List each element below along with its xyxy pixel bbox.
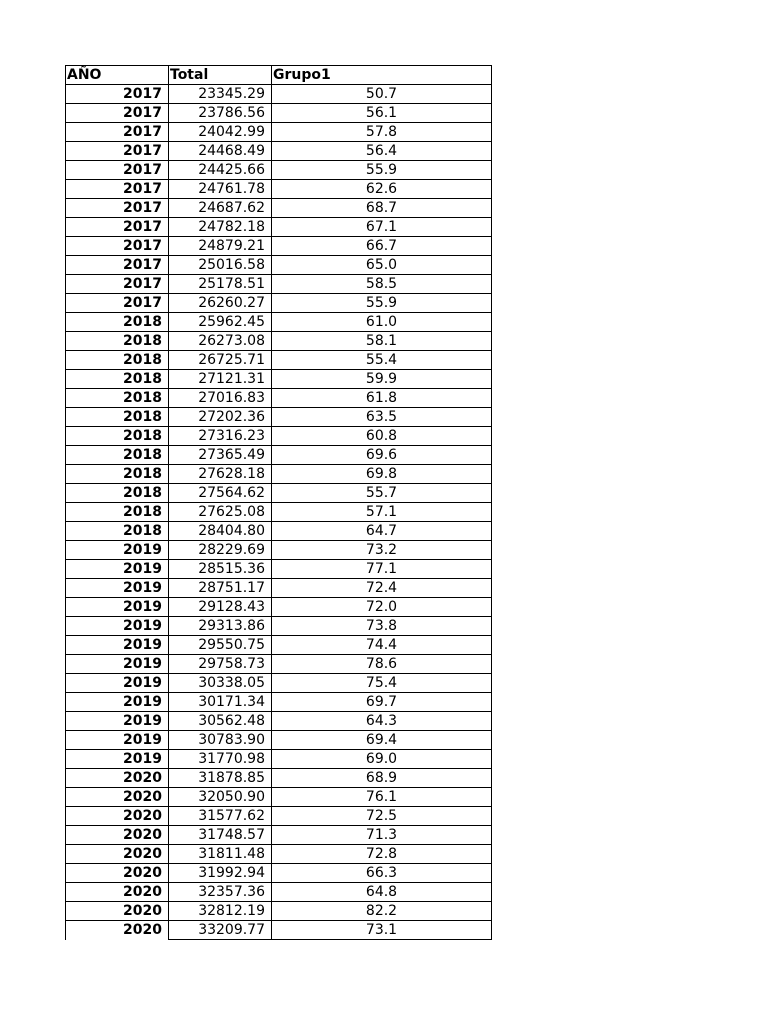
cell-grupo1[interactable]: 64.8	[272, 883, 492, 902]
table-row	[66, 85, 492, 104]
cell-year[interactable]: 2017	[66, 161, 169, 180]
cell-total[interactable]: 26725.71	[169, 351, 272, 370]
cell-grupo1[interactable]: 55.9	[272, 294, 492, 313]
cell-grupo1[interactable]: 76.1	[272, 788, 492, 807]
cell-grupo1[interactable]: 72.8	[272, 845, 492, 864]
cell-total[interactable]: 33209.77	[169, 921, 272, 940]
table-row	[66, 408, 492, 427]
cell-grupo1[interactable]: 58.1	[272, 332, 492, 351]
cell-year[interactable]: 2019	[66, 636, 169, 655]
header-grupo1[interactable]: Grupo1	[272, 66, 492, 85]
cell-grupo1[interactable]: 73.8	[272, 617, 492, 636]
cell-grupo1[interactable]: 82.2	[272, 902, 492, 921]
cell-year[interactable]: 2018	[66, 446, 169, 465]
cell-total[interactable]: 26273.08	[169, 332, 272, 351]
cell-grupo1[interactable]: 72.5	[272, 807, 492, 826]
table-row	[66, 313, 492, 332]
cell-year[interactable]: 2018	[66, 427, 169, 446]
cell-year[interactable]: 2019	[66, 598, 169, 617]
table-row	[66, 370, 492, 389]
cell-grupo1[interactable]: 75.4	[272, 674, 492, 693]
cell-grupo1[interactable]: 56.4	[272, 142, 492, 161]
table-row	[66, 845, 492, 864]
cell-grupo1[interactable]: 58.5	[272, 275, 492, 294]
table-row	[66, 902, 492, 921]
table-row	[66, 617, 492, 636]
cell-grupo1[interactable]: 66.7	[272, 237, 492, 256]
cell-year[interactable]: 2018	[66, 522, 169, 541]
table-row	[66, 655, 492, 674]
cell-grupo1[interactable]: 55.9	[272, 161, 492, 180]
data-table	[65, 65, 492, 940]
table-row	[66, 864, 492, 883]
cell-grupo1[interactable]: 78.6	[272, 655, 492, 674]
cell-grupo1[interactable]: 62.6	[272, 180, 492, 199]
cell-year[interactable]: 2018	[66, 408, 169, 427]
cell-year[interactable]: 2019	[66, 579, 169, 598]
cell-year[interactable]: 2018	[66, 351, 169, 370]
table-row	[66, 180, 492, 199]
table-row	[66, 636, 492, 655]
cell-total[interactable]: 24782.18	[169, 218, 272, 237]
cell-year[interactable]: 2019	[66, 674, 169, 693]
cell-grupo1[interactable]: 69.0	[272, 750, 492, 769]
cell-grupo1[interactable]: 67.1	[272, 218, 492, 237]
table-row	[66, 750, 492, 769]
cell-grupo1[interactable]: 55.4	[272, 351, 492, 370]
cell-grupo1[interactable]: 69.6	[272, 446, 492, 465]
cell-total[interactable]: 30562.48	[169, 712, 272, 731]
cell-grupo1[interactable]: 71.3	[272, 826, 492, 845]
cell-total[interactable]: 24687.62	[169, 199, 272, 218]
table-row	[66, 465, 492, 484]
cell-year[interactable]: 2017	[66, 237, 169, 256]
cell-year[interactable]: 2017	[66, 218, 169, 237]
cell-grupo1[interactable]: 56.1	[272, 104, 492, 123]
table-row	[66, 731, 492, 750]
cell-grupo1[interactable]: 64.3	[272, 712, 492, 731]
cell-grupo1[interactable]: 72.0	[272, 598, 492, 617]
cell-year[interactable]: 2020	[66, 864, 169, 883]
cell-grupo1[interactable]: 61.8	[272, 389, 492, 408]
cell-year[interactable]: 2017	[66, 294, 169, 313]
cell-grupo1[interactable]: 74.4	[272, 636, 492, 655]
cell-total[interactable]: 25016.58	[169, 256, 272, 275]
table-row	[66, 788, 492, 807]
cell-grupo1[interactable]: 63.5	[272, 408, 492, 427]
cell-grupo1[interactable]: 68.9	[272, 769, 492, 788]
table-row	[66, 522, 492, 541]
table-row	[66, 161, 492, 180]
cell-year[interactable]: 2018	[66, 370, 169, 389]
cell-total[interactable]: 32812.19	[169, 902, 272, 921]
cell-total[interactable]: 31770.98	[169, 750, 272, 769]
cell-year[interactable]: 2018	[66, 503, 169, 522]
table-row	[66, 560, 492, 579]
cell-grupo1[interactable]: 69.7	[272, 693, 492, 712]
cell-total[interactable]: 28751.17	[169, 579, 272, 598]
cell-year[interactable]: 2017	[66, 275, 169, 294]
cell-grupo1[interactable]: 59.9	[272, 370, 492, 389]
cell-year[interactable]: 2017	[66, 142, 169, 161]
cell-year[interactable]: 2019	[66, 541, 169, 560]
cell-total[interactable]: 28404.80	[169, 522, 272, 541]
table-row	[66, 218, 492, 237]
cell-total[interactable]: 29758.73	[169, 655, 272, 674]
cell-year[interactable]: 2017	[66, 123, 169, 142]
cell-grupo1[interactable]: 69.4	[272, 731, 492, 750]
cell-total[interactable]: 32050.90	[169, 788, 272, 807]
table-row	[66, 693, 492, 712]
table-row	[66, 389, 492, 408]
cell-year[interactable]: 2018	[66, 484, 169, 503]
cell-total[interactable]: 25178.51	[169, 275, 272, 294]
table-row	[66, 579, 492, 598]
cell-total[interactable]: 30338.05	[169, 674, 272, 693]
cell-year[interactable]: 2019	[66, 560, 169, 579]
cell-grupo1[interactable]: 57.8	[272, 123, 492, 142]
cell-year[interactable]: 2017	[66, 104, 169, 123]
table-row	[66, 484, 492, 503]
cell-year[interactable]: 2017	[66, 85, 169, 104]
cell-total[interactable]: 32357.36	[169, 883, 272, 902]
cell-year[interactable]: 2018	[66, 332, 169, 351]
cell-year[interactable]: 2020	[66, 826, 169, 845]
cell-grupo1[interactable]: 55.7	[272, 484, 492, 503]
cell-grupo1[interactable]: 72.4	[272, 579, 492, 598]
cell-total[interactable]: 27016.83	[169, 389, 272, 408]
table-row	[66, 503, 492, 522]
cell-total[interactable]: 28229.69	[169, 541, 272, 560]
cell-grupo1[interactable]: 69.8	[272, 465, 492, 484]
header-row	[66, 66, 492, 85]
cell-total[interactable]: 27628.18	[169, 465, 272, 484]
table-row	[66, 598, 492, 617]
cell-total[interactable]: 29550.75	[169, 636, 272, 655]
cell-grupo1[interactable]: 68.7	[272, 199, 492, 218]
cell-year[interactable]: 2020	[66, 902, 169, 921]
table-row	[66, 332, 492, 351]
table-row	[66, 142, 492, 161]
table-row	[66, 123, 492, 142]
cell-grupo1[interactable]: 50.7	[272, 85, 492, 104]
table-row	[66, 427, 492, 446]
cell-total[interactable]: 30171.34	[169, 693, 272, 712]
cell-grupo1[interactable]: 61.0	[272, 313, 492, 332]
cell-total[interactable]: 27121.31	[169, 370, 272, 389]
cell-total[interactable]: 24042.99	[169, 123, 272, 142]
cell-total[interactable]: 31748.57	[169, 826, 272, 845]
cell-total[interactable]: 31811.48	[169, 845, 272, 864]
header-year[interactable]: AÑO	[66, 66, 169, 85]
table-row	[66, 351, 492, 370]
cell-total[interactable]: 27202.36	[169, 408, 272, 427]
cell-year[interactable]: 2018	[66, 389, 169, 408]
cell-total[interactable]: 28515.36	[169, 560, 272, 579]
cell-total[interactable]: 24761.78	[169, 180, 272, 199]
cell-year[interactable]: 2019	[66, 750, 169, 769]
table-row	[66, 883, 492, 902]
cell-grupo1[interactable]: 64.7	[272, 522, 492, 541]
cell-total[interactable]: 23345.29	[169, 85, 272, 104]
cell-grupo1[interactable]: 66.3	[272, 864, 492, 883]
cell-year[interactable]: 2019	[66, 655, 169, 674]
cell-year[interactable]: 2018	[66, 313, 169, 332]
cell-year[interactable]: 2020	[66, 921, 169, 940]
cell-total[interactable]: 25962.45	[169, 313, 272, 332]
table-row	[66, 712, 492, 731]
cell-total[interactable]: 31878.85	[169, 769, 272, 788]
table-row	[66, 256, 492, 275]
cell-grupo1[interactable]: 65.0	[272, 256, 492, 275]
table-row	[66, 446, 492, 465]
table-row	[66, 674, 492, 693]
cell-year[interactable]: 2017	[66, 256, 169, 275]
cell-year[interactable]: 2020	[66, 788, 169, 807]
table-row	[66, 826, 492, 845]
cell-year[interactable]: 2018	[66, 465, 169, 484]
cell-year[interactable]: 2019	[66, 712, 169, 731]
table-row	[66, 237, 492, 256]
cell-total[interactable]: 26260.27	[169, 294, 272, 313]
table-row	[66, 541, 492, 560]
table-row	[66, 199, 492, 218]
table-row	[66, 294, 492, 313]
cell-year[interactable]: 2020	[66, 883, 169, 902]
cell-total[interactable]: 24425.66	[169, 161, 272, 180]
header-total[interactable]: Total	[169, 66, 272, 85]
table-body	[66, 85, 492, 940]
cell-total[interactable]: 27564.62	[169, 484, 272, 503]
cell-total[interactable]: 24468.49	[169, 142, 272, 161]
cell-total[interactable]: 27625.08	[169, 503, 272, 522]
table-row	[66, 807, 492, 826]
cell-year[interactable]: 2020	[66, 807, 169, 826]
table-row	[66, 769, 492, 788]
cell-grupo1[interactable]: 57.1	[272, 503, 492, 522]
cell-year[interactable]: 2020	[66, 769, 169, 788]
cell-grupo1[interactable]: 73.1	[272, 921, 492, 940]
cell-grupo1[interactable]: 60.8	[272, 427, 492, 446]
cell-year[interactable]: 2019	[66, 731, 169, 750]
cell-year[interactable]: 2019	[66, 693, 169, 712]
cell-total[interactable]: 23786.56	[169, 104, 272, 123]
cell-total[interactable]: 30783.90	[169, 731, 272, 750]
cell-total[interactable]: 27316.23	[169, 427, 272, 446]
cell-total[interactable]: 24879.21	[169, 237, 272, 256]
cell-grupo1[interactable]: 77.1	[272, 560, 492, 579]
table-row	[66, 275, 492, 294]
cell-year[interactable]: 2020	[66, 845, 169, 864]
table-row	[66, 921, 492, 940]
cell-total[interactable]: 29313.86	[169, 617, 272, 636]
cell-total[interactable]: 31992.94	[169, 864, 272, 883]
cell-grupo1[interactable]: 73.2	[272, 541, 492, 560]
cell-total[interactable]: 27365.49	[169, 446, 272, 465]
cell-year[interactable]: 2017	[66, 199, 169, 218]
cell-year[interactable]: 2019	[66, 617, 169, 636]
cell-total[interactable]: 29128.43	[169, 598, 272, 617]
table-row	[66, 104, 492, 123]
cell-total[interactable]: 31577.62	[169, 807, 272, 826]
cell-year[interactable]: 2017	[66, 180, 169, 199]
